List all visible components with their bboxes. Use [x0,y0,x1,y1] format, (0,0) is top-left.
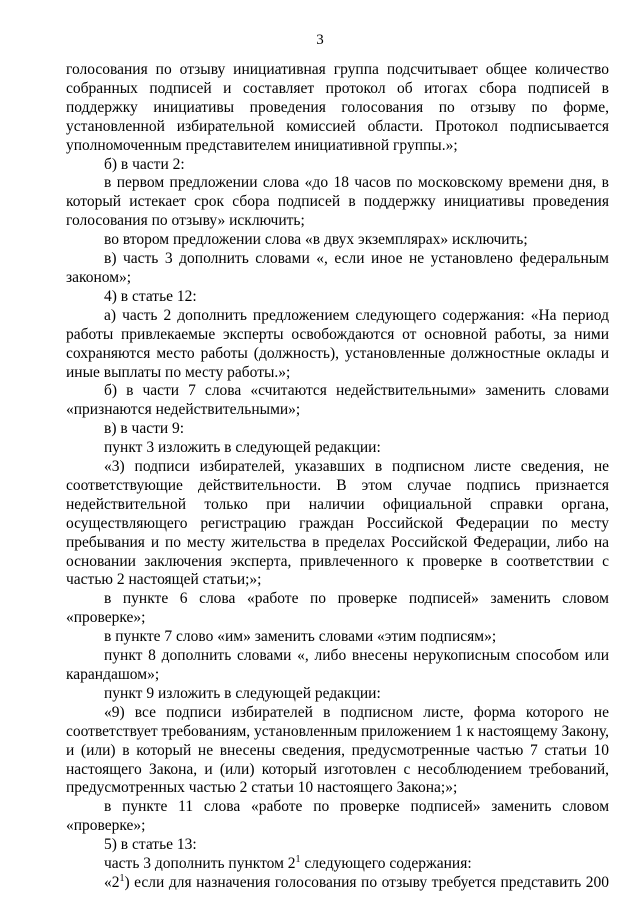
paragraph: б) в части 7 слова «считаются недействительными» заменить словами «признаются недействительными»; [66,382,609,419]
paragraph: в) часть 3 дополнить словами «, если иное не установлено федеральным законом»; [66,250,609,286]
superscript: 1 [119,872,125,884]
paragraph: 5) в статье 13: [104,836,197,854]
text-segment: следующего содержания: [300,855,472,873]
paragraph: в пункте 7 слово «им» заменить словами «этим подписям»; [104,628,497,646]
page-number: 3 [316,32,324,48]
text-segment: «2 [104,873,120,891]
paragraph: 4) в статье 12: [104,287,197,305]
paragraph: в) в части 9: [104,420,185,438]
document-body [66,61,609,893]
paragraph: а) часть 2 дополнить предложением следующего содержания: «На период работы привлекаемые эксперты освобождаются от основной работы, за ними сохраняются место работы (должность), установленные должностные оклады и иные выплаты по месту работы.»; [66,306,609,381]
paragraph: пункт 3 изложить в следующей редакции: [104,439,381,457]
text-segment: ) если для назначения голосования по отзыву требуется представить 200 [124,873,609,891]
paragraph: в пункте 11 слова «работе по проверке подписей» заменить словом «проверке»; [66,798,609,835]
paragraph-with-superscript [66,874,609,893]
paragraph: «9) все подписи избирателей в подписном листе, форма которого не соответствует требованиям, установленным приложением 1 к настоящему Закону, и (или) в который не внесены сведения, предусмотренные частью 7 статьи 10 настоящего Закона, и (или) который изготовлен с несоблюдением требований, предусмотренных частью 2 статьи 10 настоящего Закона;»; [66,703,609,797]
paragraph: б) в части 2: [104,155,185,173]
paragraph: во втором предложении слова «в двух экземплярах» исключить; [104,231,528,249]
paragraph: пункт 9 изложить в следующей редакции: [104,684,381,702]
paragraph-with-superscript [66,855,609,874]
superscript: 1 [295,854,301,866]
paragraph: в первом предложении слова «до 18 часов по московскому времени дня, в который истекает срок сбора подписей в поддержку инициативы проведения голосования по отзыву» исключить; [66,174,609,230]
paragraph: голосования по отзыву инициативная группа подсчитывает общее количество собранных подписей и составляет протокол об итогах сбора подписей в поддержку инициативы проведения голосования по отзыву по форме, установленной избирательной комиссией области. Протокол подписывается уполномоченным представителем инициативной группы.»; [66,61,609,154]
paragraph: пункт 8 дополнить словами «, либо внесены нерукописным способом или карандашом»; [66,647,609,683]
text-segment: часть 3 дополнить пунктом 2 [104,855,296,873]
paragraph-list [66,61,609,855]
paragraph: в пункте 6 слова «работе по проверке подписей» заменить словом «проверке»; [66,590,609,627]
paragraph: «3) подписи избирателей, указавших в подписном листе сведения, не соответствующие действительности. В этом случае подпись признается недействительной только при наличии официальной справки органа, осуществляющего регистрацию граждан Российской Федерации по месту пребывания и по месту жительства в пределах Российской Федерации, либо на основании заключения эксперта, привлеченного к проверке в соответствии с частью 2 настоящей статьи;»; [66,458,609,589]
